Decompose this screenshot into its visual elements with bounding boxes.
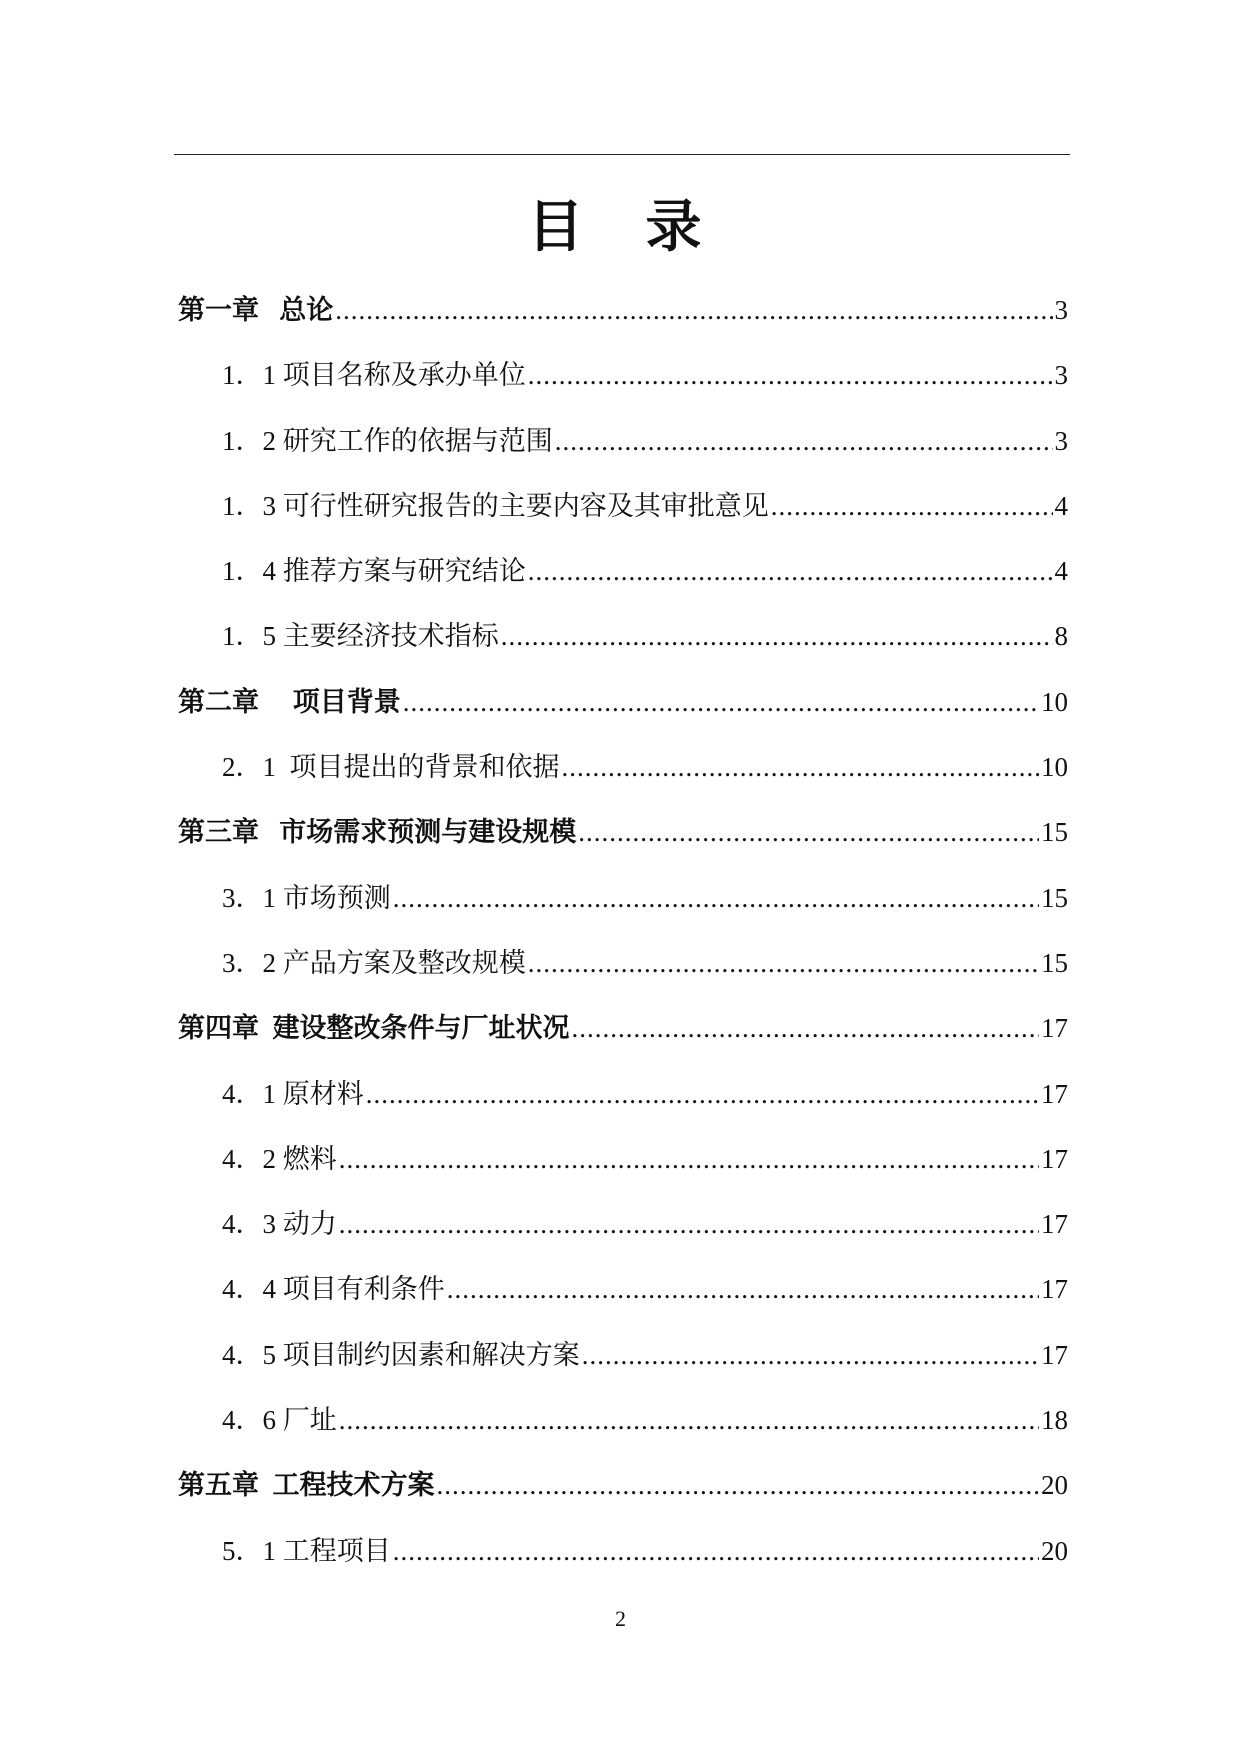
toc-entry-label: 1．2 研究工作的依据与范围	[222, 425, 553, 456]
toc-entry-page: 15	[1041, 882, 1068, 913]
toc-section-3-2[interactable]	[178, 931, 1068, 996]
toc-section-1-2[interactable]	[178, 409, 1068, 474]
table-of-contents	[178, 278, 1068, 1584]
toc-leader-dots	[339, 1388, 1039, 1453]
toc-entry-page: 10	[1041, 752, 1068, 783]
toc-section-1-5[interactable]	[178, 604, 1068, 669]
toc-leader-dots	[403, 670, 1039, 735]
toc-entry-label: 第二章 项目背景	[178, 686, 401, 717]
toc-entry-page: 4	[1054, 556, 1068, 587]
toc-leader-dots	[393, 1519, 1039, 1584]
toc-section-4-1[interactable]	[178, 1062, 1068, 1127]
toc-entry-label: 4．4 项目有利条件	[222, 1274, 445, 1305]
toc-leader-dots	[339, 1192, 1039, 1257]
toc-section-4-5[interactable]	[178, 1323, 1068, 1388]
toc-section-4-4[interactable]	[178, 1257, 1068, 1322]
toc-leader-dots	[555, 409, 1053, 474]
toc-entry-label: 第三章 市场需求预测与建设规模	[178, 817, 577, 848]
toc-section-1-4[interactable]	[178, 539, 1068, 604]
toc-section-2-1[interactable]	[178, 735, 1068, 800]
toc-entry-page: 17	[1041, 1143, 1068, 1174]
toc-entry-page: 18	[1041, 1405, 1068, 1436]
toc-leader-dots	[393, 866, 1039, 931]
toc-entry-label: 3．2 产品方案及整改规模	[222, 947, 526, 978]
toc-entry-page: 8	[1054, 621, 1068, 652]
toc-leader-dots	[528, 931, 1039, 996]
page-title: 目 录	[527, 197, 726, 259]
toc-leader-dots	[501, 604, 1053, 669]
toc-entry-label: 1．3 可行性研究报告的主要内容及其审批意见	[222, 490, 769, 521]
toc-leader-dots	[447, 1257, 1039, 1322]
toc-entry-label: 第五章 工程技术方案	[178, 1470, 435, 1501]
toc-chapter-2[interactable]	[178, 670, 1068, 735]
toc-entry-page: 17	[1041, 1013, 1068, 1044]
toc-entry-label: 4．5 项目制约因素和解决方案	[222, 1339, 580, 1370]
toc-entry-page: 3	[1054, 360, 1068, 391]
toc-leader-dots	[366, 1062, 1039, 1127]
toc-chapter-4[interactable]	[178, 996, 1068, 1061]
toc-entry-page: 4	[1054, 490, 1068, 521]
toc-leader-dots	[339, 1127, 1039, 1192]
toc-entry-page: 20	[1041, 1470, 1068, 1501]
toc-leader-dots	[528, 539, 1053, 604]
toc-section-1-3[interactable]	[178, 474, 1068, 539]
page-number: 2	[615, 1606, 626, 1631]
toc-leader-dots	[771, 474, 1053, 539]
toc-entry-label: 第一章 总论	[178, 295, 334, 325]
toc-section-3-1[interactable]	[178, 866, 1068, 931]
toc-entry-page: 17	[1041, 1078, 1068, 1109]
toc-entry-page: 3	[1054, 425, 1068, 456]
toc-leader-dots	[582, 1323, 1039, 1388]
toc-entry-label: 5．1 工程项目	[222, 1535, 391, 1566]
toc-entry-page: 20	[1041, 1535, 1068, 1566]
toc-entry-label: 1．1 项目名称及承办单位	[222, 360, 526, 391]
toc-chapter-3[interactable]	[178, 800, 1068, 865]
toc-section-5-1[interactable]	[178, 1519, 1068, 1584]
toc-entry-label: 2．1 项目提出的背景和依据	[222, 752, 560, 783]
toc-leader-dots	[437, 1453, 1040, 1518]
toc-chapter-1[interactable]	[178, 278, 1068, 343]
toc-entry-page: 3	[1054, 295, 1068, 325]
toc-entry-label: 4．6 厂址	[222, 1405, 337, 1436]
toc-entry-label: 4．2 燃料	[222, 1143, 337, 1174]
toc-entry-label: 4．3 动力	[222, 1209, 337, 1240]
toc-section-4-3[interactable]	[178, 1192, 1068, 1257]
toc-entry-label: 1．5 主要经济技术指标	[222, 621, 499, 652]
toc-leader-dots	[572, 996, 1040, 1061]
toc-entry-label: 3．1 市场预测	[222, 882, 391, 913]
toc-entry-page: 15	[1041, 947, 1068, 978]
toc-leader-dots	[562, 735, 1040, 800]
header-rule	[174, 154, 1070, 155]
toc-entry-page: 15	[1041, 817, 1068, 848]
toc-chapter-5[interactable]	[178, 1453, 1068, 1518]
toc-leader-dots	[528, 343, 1053, 408]
toc-entry-page: 10	[1041, 686, 1068, 717]
toc-entry-label: 1．4 推荐方案与研究结论	[222, 556, 526, 587]
toc-entry-page: 17	[1041, 1209, 1068, 1240]
toc-leader-dots	[335, 278, 1052, 343]
toc-entry-page: 17	[1041, 1339, 1068, 1370]
toc-entry-label: 第四章 建设整改条件与厂址状况	[178, 1013, 570, 1044]
toc-leader-dots	[578, 800, 1039, 865]
toc-section-4-2[interactable]	[178, 1127, 1068, 1192]
toc-section-1-1[interactable]	[178, 343, 1068, 408]
toc-entry-page: 17	[1041, 1274, 1068, 1305]
toc-entry-label: 4．1 原材料	[222, 1078, 364, 1109]
toc-section-4-6[interactable]	[178, 1388, 1068, 1453]
